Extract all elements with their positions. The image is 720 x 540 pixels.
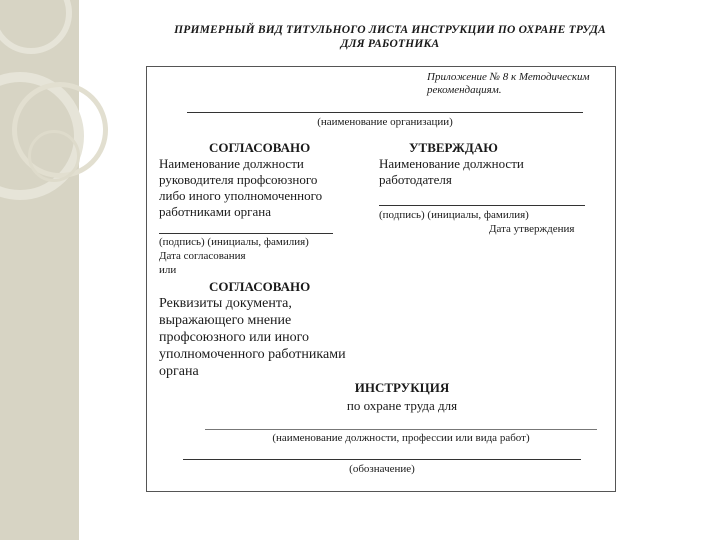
heading-line-2: ДЛЯ РАБОТНИКА — [340, 38, 440, 50]
decorative-side-panel — [0, 0, 79, 540]
designation-line — [183, 459, 581, 460]
slide-heading — [150, 23, 630, 51]
instruction-title: ИНСТРУКЦИЯ — [354, 380, 450, 395]
right-signature-line — [379, 205, 585, 206]
second-agreed-title: СОГЛАСОВАНО — [209, 279, 311, 294]
approve-title: УТВЕРЖДАЮ — [409, 140, 498, 155]
position-line — [205, 429, 597, 430]
right-signature-caption: (подпись) (инициалы, фамилия) — [379, 209, 529, 221]
position-caption: (наименование должности, профессии или вида работ) — [272, 432, 530, 444]
document-details-text: Реквизиты документа, выражающего мнение профсоюзного или иного уполномоченного работниками органа — [159, 296, 346, 379]
organization-line — [187, 112, 583, 113]
or-text: или — [159, 264, 177, 276]
instruction-subtitle: по охране труда для — [346, 398, 458, 413]
left-signature-line — [159, 233, 333, 234]
heading-line-1: ПРИМЕРНЫЙ ВИД ТИТУЛЬНОГО ЛИСТА ИНСТРУКЦИИ ПО ОХРАНЕ ТРУДА — [174, 24, 606, 36]
designation-caption: (обозначение) — [349, 463, 415, 475]
left-agreed-title: СОГЛАСОВАНО — [209, 140, 311, 155]
appendix-note: Приложение № 8 к Методическим рекомендациям. — [427, 71, 590, 96]
employer-position-text: Наименование должности работодателя — [379, 156, 524, 187]
organization-caption: (наименование организации) — [317, 116, 453, 128]
agreement-date-text: Дата согласования — [159, 250, 246, 262]
approval-date-text: Дата утверждения — [489, 223, 575, 235]
left-position-text: Наименование должности руководителя профсоюзного либо иного уполномоченного работниками органа — [159, 156, 323, 219]
decorative-ring — [28, 130, 80, 182]
title-page-sheet — [146, 66, 616, 492]
decorative-ring — [0, 0, 72, 54]
left-signature-caption: (подпись) (инициалы, фамилия) — [159, 236, 309, 248]
